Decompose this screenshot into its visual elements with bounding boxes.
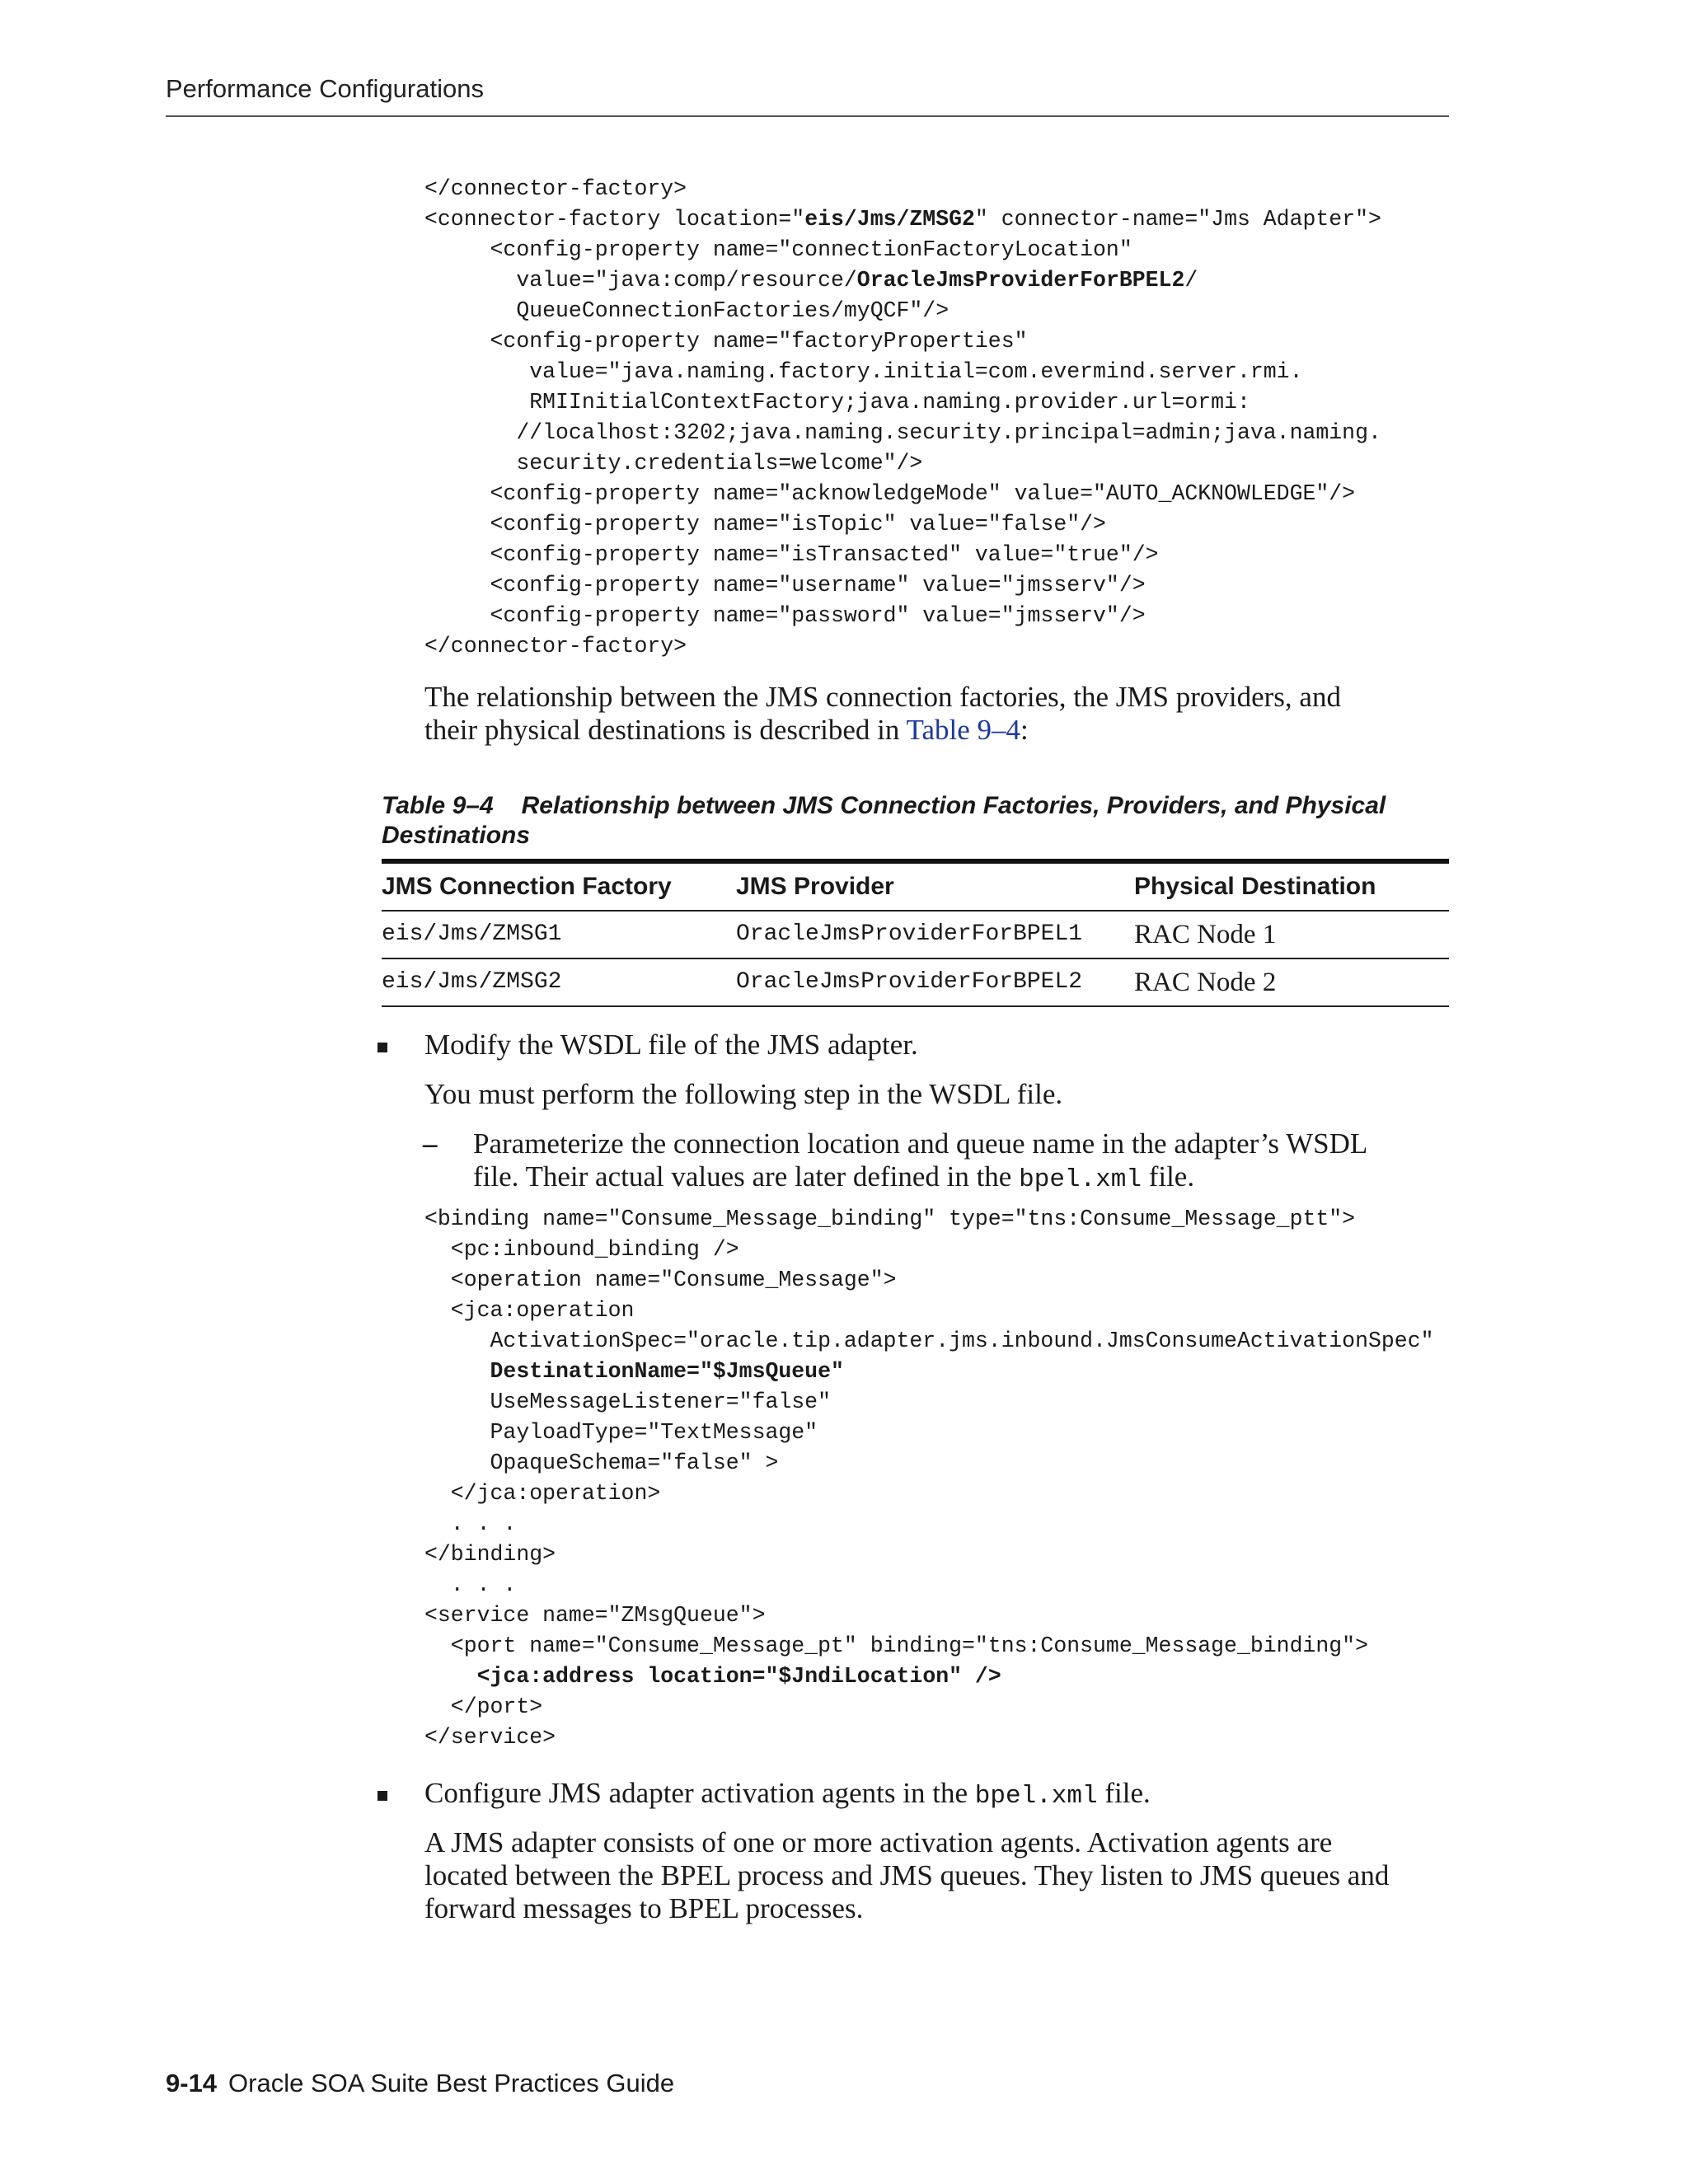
bullet-marker: [377, 1791, 387, 1801]
code-line: PayloadType="TextMessage": [424, 1420, 818, 1445]
code-line: QueueConnectionFactories/myQCF"/>: [424, 298, 950, 323]
code-line: <jca:address location="$JndiLocation" />: [476, 1664, 1001, 1689]
bpel-xml-code: bpel.xml: [1019, 1165, 1142, 1194]
code-line: <operation name="Consume_Message">: [424, 1268, 897, 1292]
code-line: <jca:operation: [424, 1298, 635, 1323]
code-line: <config-property name="password" value="jmsserv"/>: [424, 603, 1146, 628]
code-line: <binding name="Consume_Message_binding" type="tns:Consume_Message_ptt">: [424, 1207, 1356, 1231]
code-line: <service name="ZMsgQueue">: [424, 1603, 766, 1628]
step-line: Parameterize the connection location and queue name in the adapter’s WSDL: [473, 1127, 1368, 1160]
paragraph-line: The relationship between the JMS connection factories, the JMS providers, and: [424, 681, 1341, 713]
code-line: </jca:operation>: [424, 1481, 661, 1506]
table-row: [382, 959, 1449, 1007]
paragraph-line: their physical destinations is described in Table 9–4:: [424, 714, 1029, 746]
table-row: [382, 912, 1449, 959]
table-title-line2: Destinations: [382, 822, 531, 849]
step-line: file. Their actual values are later defined in the bpel.xml file.: [473, 1160, 1195, 1194]
code-line: UseMessageListener="false": [424, 1390, 831, 1414]
parameterize-step: [473, 1127, 1367, 1197]
code-line: RMIInitialContextFactory;java.naming.provider.url=ormi:: [424, 390, 1250, 415]
code-line: <config-property name="factoryProperties": [424, 329, 1028, 354]
code-line: <config-property name="username" value="jmsserv"/>: [424, 573, 1146, 598]
cell-connection-factory: eis/Jms/ZMSG1: [382, 921, 562, 947]
code-line: <config-property name="acknowledgeMode" value="AUTO_ACKNOWLEDGE"/>: [424, 481, 1356, 506]
code-line: DestinationName="$JmsQueue": [490, 1359, 844, 1384]
code-block-connector-factory: [424, 174, 1381, 662]
code-block-wsdl-binding: [424, 1204, 1434, 1753]
header-physical-destination: Physical Destination: [1134, 873, 1376, 900]
cell-physical-destination: RAC Node 2: [1134, 968, 1277, 997]
cell-jms-provider: OracleJmsProviderForBPEL2: [736, 969, 1083, 995]
code-line: </port>: [424, 1694, 543, 1719]
code-line: <port name="Consume_Message_pt" binding="tns:Consume_Message_binding">: [424, 1633, 1368, 1658]
code-line: . . .: [424, 1511, 517, 1536]
relationship-table: [382, 859, 1449, 1007]
page-footer: [166, 2069, 674, 2098]
paragraph-line: A JMS adapter consists of one or more activation agents. Activation agents are: [424, 1826, 1333, 1858]
code-line: OpaqueSchema="false" >: [424, 1451, 779, 1475]
paragraph-line: located between the BPEL process and JMS queues. They listen to JMS queues and: [424, 1859, 1390, 1891]
code-line: </service>: [424, 1725, 556, 1750]
bullet-modify-wsdl: Modify the WSDL file of the JMS adapter.: [424, 1029, 918, 1061]
header-jms-provider: JMS Provider: [736, 873, 894, 900]
running-header: Performance Configurations: [166, 74, 484, 103]
code-line: <config-property name="connectionFactoryLocation": [424, 237, 1132, 262]
activation-agents-paragraph: [424, 1826, 1389, 1925]
code-line: value="java.naming.factory.initial=com.evermind.server.rmi.: [424, 359, 1303, 384]
cell-physical-destination: RAC Node 1: [1134, 920, 1277, 949]
code-line: </connector-factory>: [424, 634, 687, 658]
code-line: value="java:comp/resource/OracleJmsProviderForBPEL2/: [424, 268, 1198, 293]
table-number: Table 9–4: [382, 792, 494, 819]
code-line: //localhost:3202;java.naming.security.principal=admin;java.naming.: [424, 420, 1381, 445]
dash-marker: –: [423, 1127, 438, 1160]
table-header-row: [382, 864, 1449, 912]
bpel-xml-code: bpel.xml: [974, 1782, 1098, 1811]
table-caption: [382, 791, 1453, 851]
code-line: security.credentials=welcome"/>: [424, 451, 923, 476]
code-line: </connector-factory>: [424, 176, 687, 201]
header-divider: [166, 115, 1449, 117]
code-line: . . .: [424, 1572, 517, 1597]
code-line: <pc:inbound_binding />: [424, 1237, 739, 1262]
code-line: <config-property name="isTransacted" value="true"/>: [424, 542, 1159, 567]
paragraph-line: forward messages to BPEL processes.: [424, 1892, 864, 1924]
wsdl-step-intro: You must perform the following step in the WSDL file.: [424, 1078, 1063, 1110]
code-line: <connector-factory location="eis/Jms/ZMSG2" connector-name="Jms Adapter">: [424, 207, 1381, 232]
table-9-4-link[interactable]: Table 9–4: [906, 714, 1021, 746]
table-title-line1: Relationship between JMS Connection Factories, Providers, and Physical: [521, 792, 1386, 819]
code-line: <config-property name="isTopic" value="false"/>: [424, 512, 1106, 537]
cell-connection-factory: eis/Jms/ZMSG2: [382, 969, 562, 995]
bullet-marker: [377, 1043, 387, 1052]
bullet-configure-activation-agents: Configure JMS adapter activation agents in the bpel.xml file.: [424, 1777, 1151, 1811]
header-jms-connection-factory: JMS Connection Factory: [382, 873, 672, 900]
code-line: ActivationSpec="oracle.tip.adapter.jms.inbound.JmsConsumeActivationSpec": [424, 1329, 1434, 1353]
page-number: 9-14: [166, 2069, 218, 2097]
cell-jms-provider: OracleJmsProviderForBPEL1: [736, 921, 1083, 947]
book-title: Oracle SOA Suite Best Practices Guide: [228, 2069, 675, 2097]
code-line: </binding>: [424, 1542, 556, 1567]
relationship-paragraph: [424, 681, 1341, 747]
